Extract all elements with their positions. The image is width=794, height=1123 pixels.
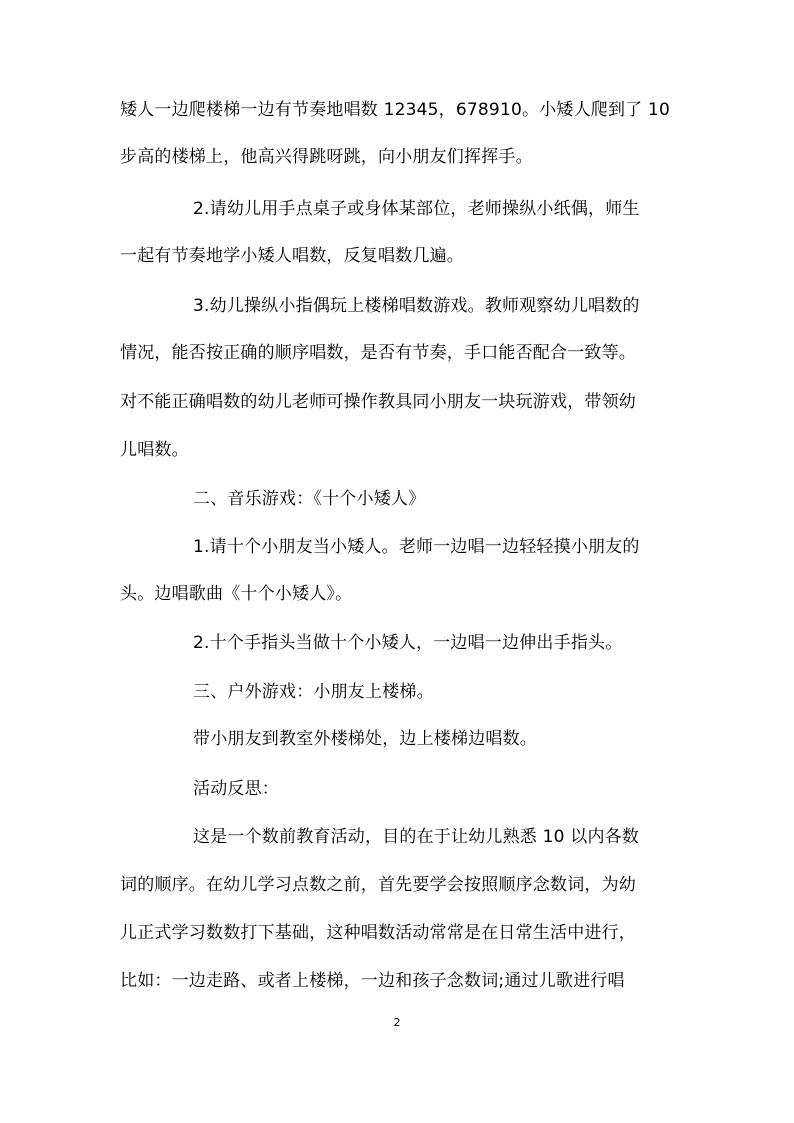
section-heading: 二、音乐游戏：《十个小矮人》 [193, 489, 426, 509]
text-line: 3.幼儿操纵小指偶玩上楼梯唱数游戏。教师观察幼儿唱数的 [193, 296, 640, 316]
text-line: 2.请幼儿用手点桌子或身体某部位，老师操纵小纸偶，师生 [193, 199, 640, 219]
text-line: 儿正式学习数数打下基础，这种唱数活动常常是在日常生活中进行， [120, 923, 636, 943]
text-line: 1.请十个小朋友当小矮人。老师一边唱一边轻轻摸小朋友的 [193, 537, 640, 557]
text-line: 比如：一边走路、或者上楼梯，一边和孩子念数词;通过儿歌进行唱 [120, 971, 625, 991]
text-line: 2.十个手指头当做十个小矮人，一边唱一边伸出手指头。 [193, 633, 623, 653]
text-line: 矮人一边爬楼梯一边有节奏地唱数 12345，678910。小矮人爬到了 10 [120, 100, 671, 120]
text-line: 儿唱数。 [120, 440, 189, 460]
page-number: 2 [393, 1016, 401, 1029]
section-heading: 三、户外游戏：小朋友上楼梯。 [193, 682, 434, 702]
text-line: 对不能正确唱数的幼儿老师可操作教具同小朋友一块玩游戏，带领幼 [120, 392, 636, 412]
text-line: 步高的楼梯上，他高兴得跳呀跳，向小朋友们挥挥手。 [120, 147, 533, 167]
section-heading: 活动反思： [193, 779, 279, 799]
text-line: 带小朋友到教室外楼梯处，边上楼梯边唱数。 [193, 729, 537, 749]
text-line: 词的顺序。在幼儿学习点数之前，首先要学会按照顺序念数词，为幼 [120, 875, 636, 895]
text-line: 情况，能否按正确的顺序唱数，是否有节奏，手口能否配合一致等。 [120, 343, 636, 363]
text-line: 一起有节奏地学小矮人唱数，反复唱数几遍。 [120, 246, 464, 266]
text-line: 头。边唱歌曲《十个小矮人》。 [120, 584, 353, 604]
text-line: 这是一个数前教育活动，目的在于让幼儿熟悉 10 以内各数 [193, 827, 640, 847]
